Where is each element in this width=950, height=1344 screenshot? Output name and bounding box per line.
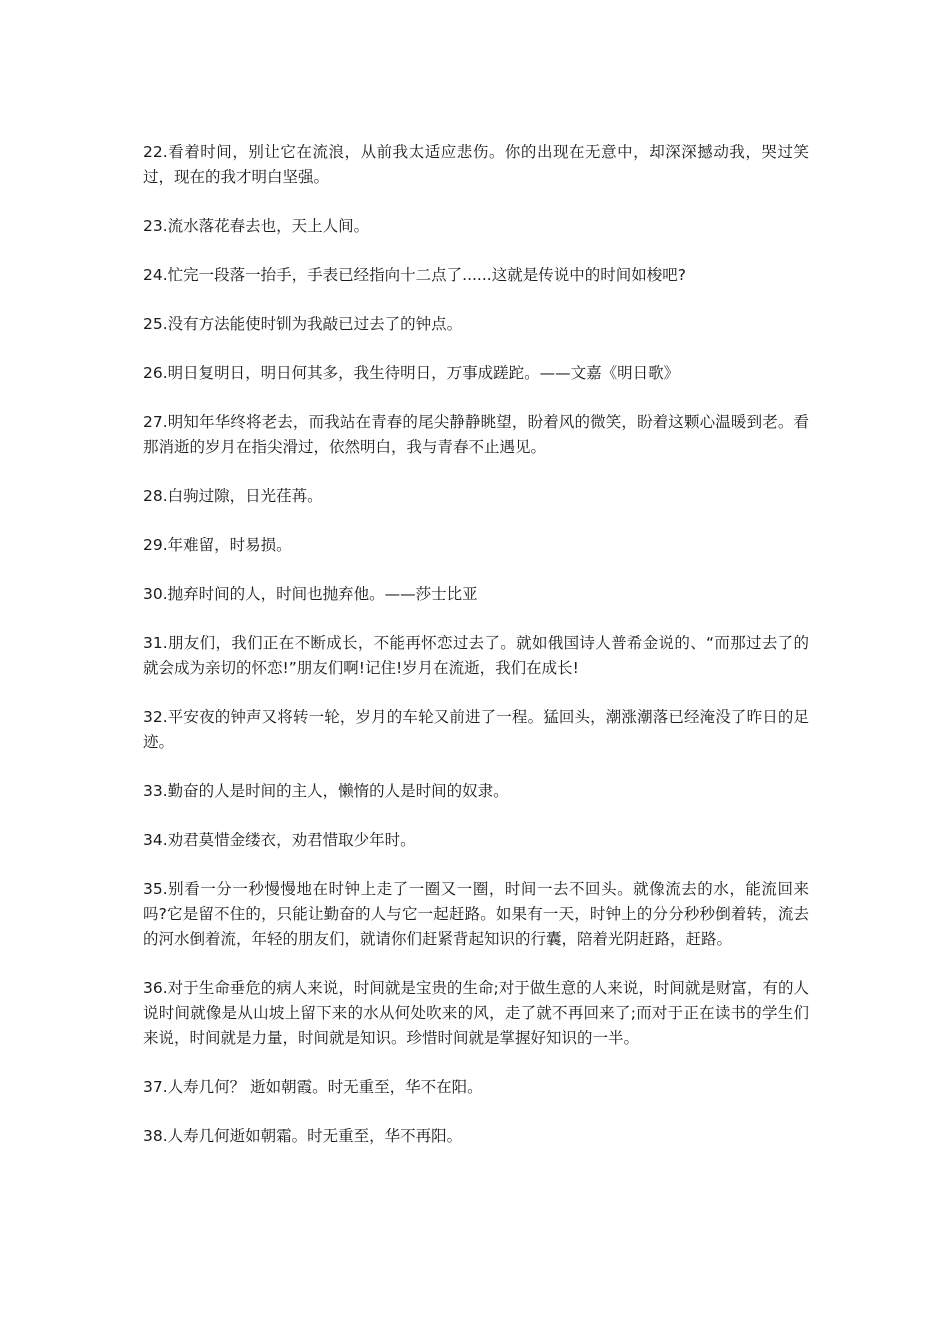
quote-paragraph-27: 27.明知年华终将老去，而我站在青春的尾尖静静眺望，盼着风的微笑，盼着这颗心温暖到老。看那消逝的岁月在指尖滑过，依然明白，我与青春不止遇见。: [143, 413, 809, 456]
quote-paragraph-29: 29.年难留，时易损。: [143, 536, 292, 554]
document-body: [143, 140, 809, 1173]
quote-paragraph-24: 24.忙完一段落一抬手，手表已经指向十二点了......这就是传说中的时间如梭吧?: [143, 266, 686, 284]
quote-paragraph-30: 30.抛弃时间的人，时间也抛弃他。——莎士比亚: [143, 585, 478, 603]
quote-paragraph-37: 37.人寿几何？ 逝如朝霞。时无重至，华不在阳。: [143, 1078, 483, 1096]
quote-paragraph-31: 31.朋友们，我们正在不断成长，不能再怀恋过去了。就如俄国诗人普希金说的、“而那过去了的就会成为亲切的怀恋!”朋友们啊!记住!岁月在流逝，我们在成长!: [143, 634, 809, 677]
quote-paragraph-33: 33.勤奋的人是时间的主人，懒惰的人是时间的奴隶。: [143, 782, 509, 800]
quote-paragraph-25: 25.没有方法能使时钏为我敲已过去了的钟点。: [143, 315, 463, 333]
quote-paragraph-36: 36.对于生命垂危的病人来说，时间就是宝贵的生命;对于做生意的人来说，时间就是财富，有的人说时间就像是从山坡上留下来的水从何处吹来的风，走了就不再回来了;而对于正在读书的学生们来说，时间就是力量，时间就是知识。珍惜时间就是掌握好知识的一半。: [143, 979, 809, 1047]
quote-paragraph-35: 35.别看一分一秒慢慢地在时钟上走了一圈又一圈，时间一去不回头。就像流去的水，能流回来吗?它是留不住的，只能让勤奋的人与它一起赶路。如果有一天，时钟上的分分秒秒倒着转，流去的河水倒着流，年轻的朋友们，就请你们赶紧背起知识的行囊，陪着光阴赶路，赶路。: [143, 880, 809, 948]
quote-paragraph-28: 28.白驹过隙，日光荏苒。: [143, 487, 323, 505]
quote-paragraph-32: 32.平安夜的钟声又将转一轮，岁月的车轮又前进了一程。猛回头，潮涨潮落已经淹没了昨日的足迹。: [143, 708, 809, 751]
quote-paragraph-38: 38.人寿几何逝如朝霜。时无重至，华不再阳。: [143, 1127, 463, 1145]
quote-paragraph-23: 23.流水落花春去也，天上人间。: [143, 217, 370, 235]
quote-paragraph-22: 22.看着时间，别让它在流浪，从前我太适应悲伤。你的出现在无意中，却深深撼动我，哭过笑过，现在的我才明白坚强。: [143, 143, 809, 186]
quote-paragraph-26: 26.明日复明日，明日何其多，我生待明日，万事成蹉跎。——文嘉《明日歌》: [143, 364, 680, 382]
quote-paragraph-34: 34.劝君莫惜金缕衣，劝君惜取少年时。: [143, 831, 416, 849]
